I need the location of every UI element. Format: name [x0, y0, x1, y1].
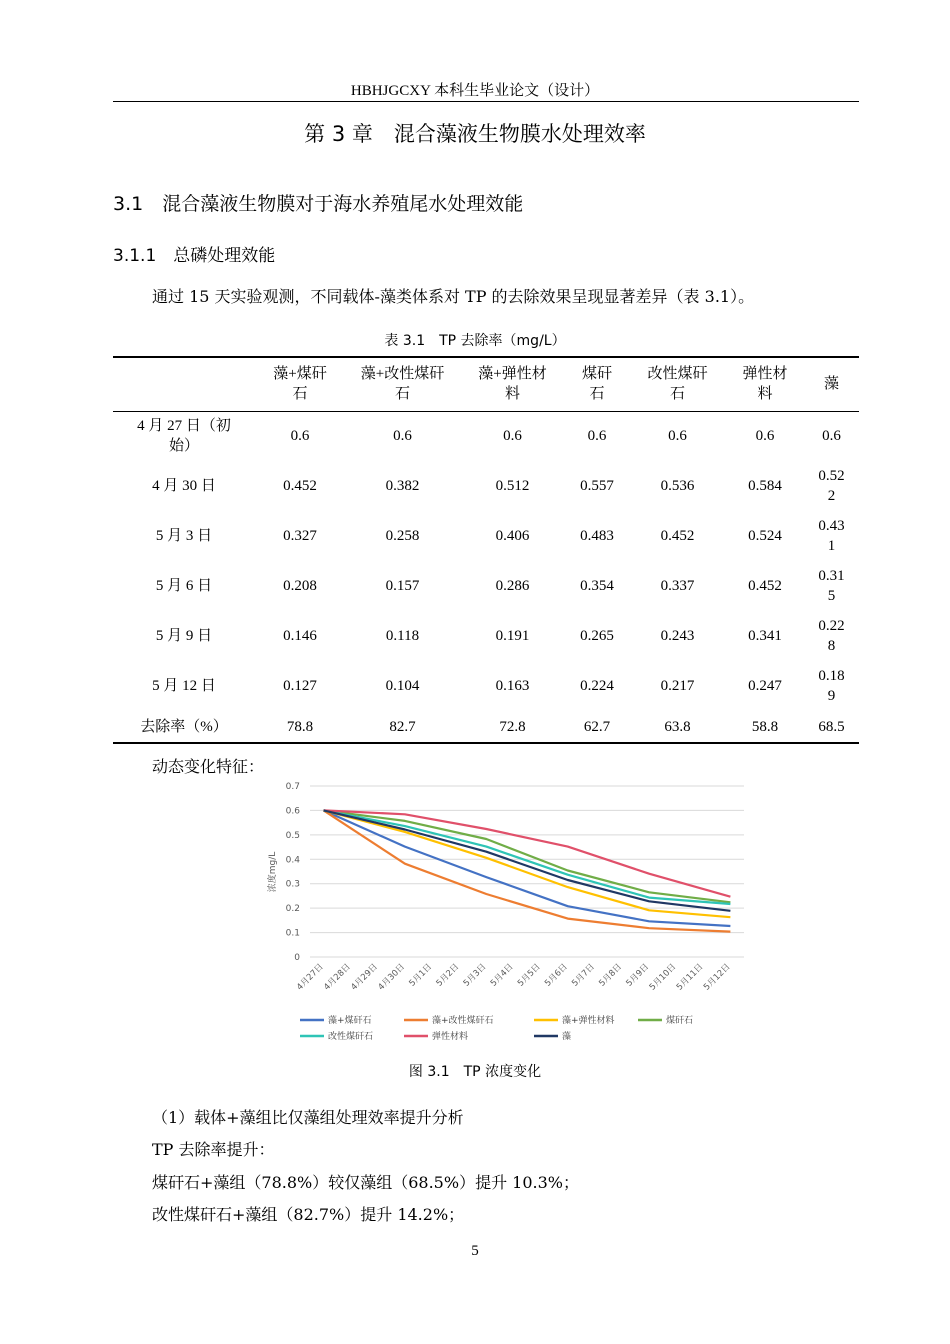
figure-caption: 图 3.1 TP 浓度变化: [408, 1064, 542, 1080]
table-row-label: 5 月 6 日: [155, 578, 213, 594]
table-header-row: [113, 357, 859, 411]
table-caption: 表 3.1 TP 去除率（mg/L）: [384, 333, 566, 349]
table-row: [113, 711, 859, 743]
legend-label: 藻+煤矸石: [328, 1016, 372, 1026]
table-cell: 0.265: [580, 628, 614, 644]
x-tick-label: 5月10日: [647, 962, 679, 993]
table-cell: 0.286: [495, 578, 530, 594]
legend-label: 改性煤矸石: [328, 1032, 374, 1042]
table-cell: 0.191: [495, 628, 530, 644]
table-cell: 0.157: [385, 578, 420, 594]
x-tick-label: 5月3日: [461, 962, 489, 989]
y-tick-label: 0: [294, 953, 300, 963]
table-cell: 0.382: [385, 478, 420, 494]
table-cell: 0.6: [822, 428, 841, 445]
table-cell: 0.452: [748, 578, 782, 594]
table-header-cell: 藻+煤矸 石: [255, 357, 345, 411]
table-row-label: 5 月 12 日: [152, 678, 216, 694]
table-cell: 0.163: [495, 678, 530, 694]
legend-label: 藻: [562, 1032, 572, 1042]
legend-label: 藻+弹性材料: [562, 1016, 615, 1026]
analysis-heading: （1）载体+藻组比仅藻组处理效率提升分析: [152, 1108, 464, 1127]
y-tick-label: 0.3: [285, 879, 300, 890]
x-tick-label: 5月7日: [570, 962, 597, 989]
table-cell: 0.127: [283, 678, 317, 694]
table-cell: 0.341: [748, 628, 782, 644]
table-cell: 58.8: [726, 711, 804, 743]
x-tick-label: 5月5日: [515, 962, 543, 989]
table-cell: 0.6: [668, 428, 687, 445]
table-cell: 0.584: [748, 478, 782, 494]
table-cell: 0.6: [587, 428, 607, 445]
table-header-cell: 藻+弹性材 料: [460, 357, 565, 411]
table-row-label: 去除率（%）: [113, 711, 255, 743]
table-cell: 0.18 9: [818, 668, 845, 704]
table-row: [113, 661, 859, 711]
table-cell: 0.224: [580, 678, 614, 694]
x-tick-label: 5月2日: [434, 962, 462, 989]
table-cell: 0.483: [580, 528, 614, 544]
chapter-title: 第 3 章 混合藻液生物膜水处理效率: [304, 122, 646, 146]
table-cell: 0.452: [283, 478, 317, 494]
intro-paragraph: 通过 15 天实验观测，不同载体-藻类体系对 TP 的去除效果呈现显著差异（表 3.1）。: [152, 287, 755, 306]
table-header-cell: 弹性材 料: [726, 357, 804, 411]
x-tick-label: 5月8日: [597, 962, 625, 989]
table-cell: 0.258: [385, 528, 420, 544]
table-cell: 0.327: [283, 528, 317, 544]
table-cell: 0.22 8: [818, 618, 845, 654]
table-header-cell: [113, 357, 255, 411]
table-header-cell: 藻: [804, 357, 859, 411]
table-row: [113, 461, 859, 511]
header-rule: [113, 101, 859, 102]
x-tick-label: 4月28日: [322, 962, 353, 993]
table-cell: 62.7: [565, 711, 629, 743]
table-cell: 0.43 1: [818, 518, 845, 554]
table-row-label: 4 月 30 日: [152, 478, 216, 494]
x-tick-label: 5月4日: [488, 962, 516, 989]
tp-removal-table: [113, 356, 859, 744]
table-cell: 0.536: [660, 478, 695, 494]
table-cell: 0.146: [283, 628, 317, 644]
table-cell: 0.6: [393, 428, 412, 445]
x-tick-label: 5月11日: [674, 962, 706, 993]
table-cell: 0.243: [660, 628, 695, 644]
table-cell: 0.406: [495, 528, 530, 544]
table-cell: 78.8: [255, 711, 345, 743]
y-tick-label: 0.2: [285, 904, 300, 915]
table-row: [113, 561, 859, 611]
x-tick-label: 5月9日: [624, 962, 652, 989]
analysis-line: 改性煤矸石+藻组（82.7%）提升 14.2%；: [152, 1205, 465, 1224]
y-tick-label: 0.7: [285, 782, 300, 792]
series-line: [324, 810, 731, 931]
analysis-line: 煤矸石+藻组（78.8%）较仅藻组（68.5%）提升 10.3%；: [152, 1173, 579, 1192]
table-cell: 0.104: [385, 678, 420, 694]
x-tick-label: 5月1日: [407, 962, 435, 989]
x-tick-label: 5月12日: [701, 962, 733, 993]
table-cell: 68.5: [804, 711, 859, 743]
table-row: [113, 511, 859, 561]
y-tick-label: 0.5: [285, 830, 300, 841]
x-tick-label: 5月6日: [543, 962, 570, 989]
y-tick-label: 0.1: [285, 928, 300, 939]
table-cell: 0.208: [283, 578, 317, 594]
table-cell: 0.354: [580, 578, 614, 594]
page-number: 5: [471, 1243, 479, 1259]
y-tick-label: 0.4: [285, 855, 300, 866]
table-cell: 82.7: [345, 711, 460, 743]
table-cell: 72.8: [460, 711, 565, 743]
table-row-label: 4 月 27 日（初 始）: [137, 418, 231, 455]
table-row: [113, 611, 859, 661]
series-line: [324, 810, 731, 926]
table-cell: 0.6: [290, 428, 310, 445]
table-cell: 0.217: [660, 678, 695, 694]
y-axis-label: 浓度mg/L: [268, 851, 278, 893]
subsection-title: 3.1.1 总磷处理效能: [113, 246, 276, 266]
legend-label: 煤矸石: [666, 1016, 694, 1026]
series-line: [324, 810, 731, 917]
page-header: HBHJGCXY 本科生毕业论文（设计）: [350, 83, 600, 99]
table-cell: 0.6: [755, 428, 775, 445]
y-tick-label: 0.6: [285, 806, 300, 817]
table-header-cell: 煤矸 石: [565, 357, 629, 411]
x-tick-label: 4月27日: [295, 962, 326, 993]
legend-label: 弹性材料: [432, 1032, 469, 1042]
section-title: 3.1 混合藻液生物膜对于海水养殖尾水处理效能: [113, 193, 524, 215]
table-row: [113, 411, 859, 461]
table-row-label: 5 月 3 日: [155, 528, 213, 544]
table-header-cell: 藻+改性煤矸 石: [345, 357, 460, 411]
tp-concentration-chart: [262, 776, 762, 1061]
table-cell: 0.557: [580, 478, 614, 494]
table-cell: 0.247: [748, 678, 782, 694]
table-cell: 0.512: [495, 478, 530, 494]
table-row-label: 5 月 9 日: [155, 628, 213, 644]
analysis-line: TP 去除率提升：: [152, 1140, 275, 1159]
table-cell: 0.337: [660, 578, 695, 594]
table-cell: 0.524: [748, 528, 782, 544]
legend-label: 藻+改性煤矸石: [432, 1016, 494, 1026]
table-cell: 0.118: [385, 628, 420, 644]
table-cell: 0.31 5: [818, 568, 845, 604]
table-cell: 0.452: [660, 528, 695, 544]
x-tick-label: 4月30日: [376, 962, 408, 993]
x-tick-label: 4月29日: [349, 962, 380, 993]
table-cell: 0.6: [503, 428, 522, 445]
table-cell: 63.8: [629, 711, 726, 743]
dynamic-label: 动态变化特征：: [152, 757, 265, 776]
table-header-cell: 改性煤矸 石: [629, 357, 726, 411]
table-cell: 0.52 2: [818, 468, 845, 504]
